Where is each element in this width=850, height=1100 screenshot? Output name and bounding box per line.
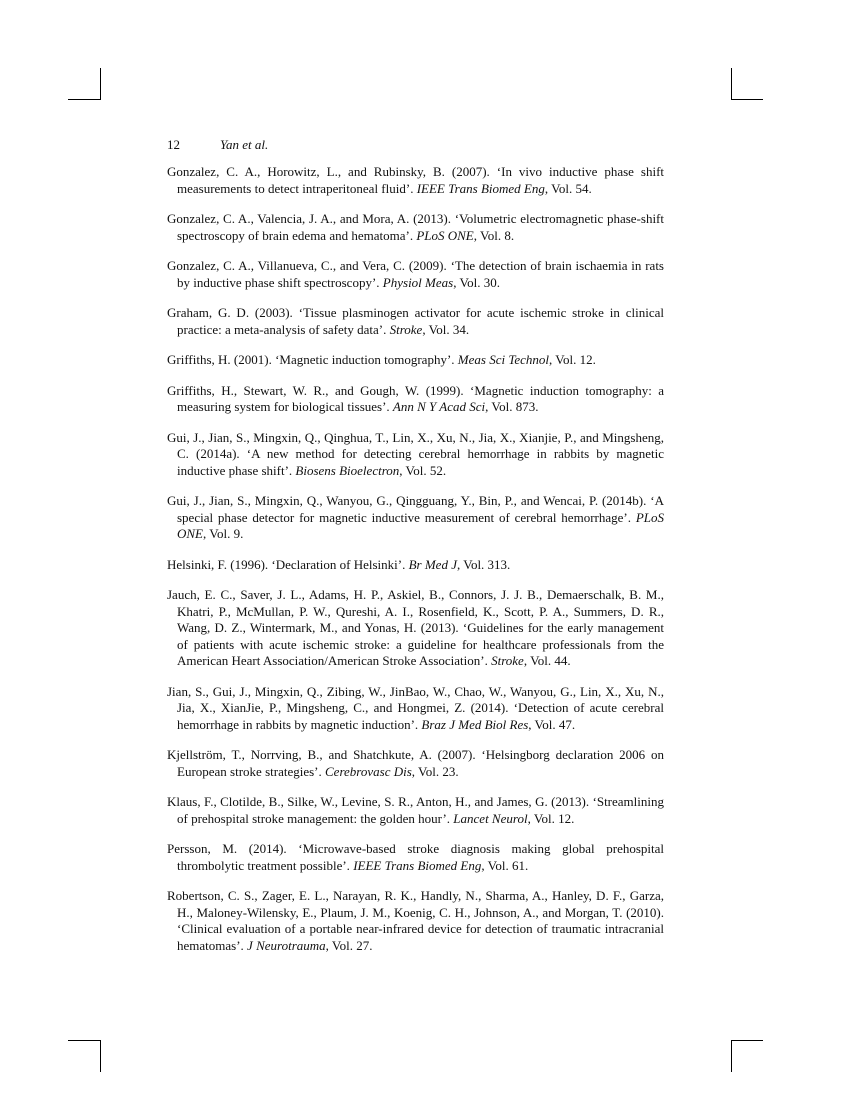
reference-volume: , Vol. 873. [485, 399, 539, 414]
reference-volume: , Vol. 12. [549, 352, 596, 367]
reference-journal: Braz J Med Biol Res [421, 716, 529, 732]
reference-entry [167, 352, 664, 369]
reference-journal: Lancet Neurol [453, 810, 528, 826]
reference-title: ‘Declaration of Helsinki’. [271, 556, 406, 572]
reference-title: ‘Streamlining of prehospital stroke management: the golden hour’. [177, 794, 665, 826]
reference-journal: Ann N Y Acad Sci [392, 399, 486, 414]
reference-authors: Griffiths, H. (2001). [167, 352, 272, 367]
reference-entry [167, 794, 664, 827]
reference-entry [167, 557, 664, 574]
reference-entry [167, 164, 664, 197]
reference-authors: Gonzalez, C. A., Villanueva, C., and Vera, C. (2009). [167, 258, 447, 273]
reference-title: ‘Microwave-based stroke diagnosis making global prehospital thrombolytic treatment possible’. [177, 841, 665, 873]
reference-authors: Gui, J., Jian, S., Mingxin, Q., Qinghua, T., Lin, X., Xu, N., Jia, X., Xianjie, P., and Mingsheng, C. (2014a). [167, 429, 664, 461]
reference-title: ‘In vivo inductive phase shift measurements to detect intraperitoneal fluid’. [177, 164, 665, 196]
reference-title: ‘A special phase detector for magnetic inductive measurement of cerebral hemorrhage’. [177, 493, 665, 525]
reference-volume: , Vol. 30. [453, 274, 501, 290]
reference-authors: Jian, S., Gui, J., Mingxin, Q., Zibing, W., JinBao, W., Chao, W., Wanyou, G., Lin, X., Xu, N., Jia, X., XianJie, P., Mingsheng, C., and Hongmei, Z. (2014). [167, 683, 664, 715]
reference-list [167, 164, 664, 968]
reference-authors: Klaus, F., Clotilde, B., Silke, W., Levine, S. R., Anton, H., and James, G. (2013). [167, 794, 590, 809]
reference-volume: , Vol. 27. [325, 937, 373, 953]
page-header [167, 137, 268, 153]
reference-title: ‘Guidelines for the early management of patients with acute ischemic stroke: a guideline for healthcare professionals from the American Heart Association/American Stroke Association’. [177, 620, 665, 668]
reference-title: ‘Volumetric electromagnetic phase-shift spectroscopy of brain edema and hematoma’. [177, 211, 664, 243]
reference-title: ‘A new method for detecting cerebral hemorrhage in rabbits by magnetic inductive phase shift’. [177, 446, 664, 478]
reference-authors: Graham, G. D. (2003). [167, 305, 293, 320]
reference-authors: Robertson, C. S., Zager, E. L., Narayan, R. K., Handly, N., Sharma, A., Hanley, D. F., Garza, H., Maloney-Wilensky, E., Plaum, J. M., Koenig, C. H., Johnson, A., and Morgan, T. (2010). [167, 888, 664, 920]
reference-entry [167, 258, 664, 291]
reference-volume: , Vol. 44. [523, 653, 571, 668]
reference-volume: , Vol. 61. [481, 857, 529, 873]
crop-mark [731, 1040, 763, 1041]
crop-mark [100, 68, 101, 100]
reference-title: ‘Helsingborg declaration 2006 on European stroke strategies’. [177, 747, 664, 779]
reference-journal: Br Med J [408, 556, 457, 572]
reference-entry [167, 888, 664, 954]
reference-entry [167, 305, 664, 338]
reference-journal: PLoS ONE [177, 509, 664, 541]
reference-entry [167, 211, 664, 244]
reference-volume: , Vol. 23. [411, 763, 459, 779]
reference-authors: Griffiths, H., Stewart, W. R., and Gough, W. (1999). [167, 382, 464, 398]
reference-entry [167, 430, 664, 480]
reference-title: ‘Detection of acute cerebral hemorrhage in rabbits by magnetic induction’. [177, 700, 664, 732]
reference-journal: Meas Sci Technol [457, 352, 550, 367]
reference-title: ‘Tissue plasminogen activator for acute ischemic stroke in clinical practice: a meta-analysis of safety data’. [177, 305, 664, 337]
reference-title: ‘The detection of brain ischaemia in rats by inductive phase shift spectroscopy’. [177, 258, 664, 290]
reference-volume: , Vol. 47. [528, 716, 576, 732]
reference-authors: Gonzalez, C. A., Horowitz, L., and Rubinsky, B. (2007). [167, 164, 490, 179]
reference-authors: Jauch, E. C., Saver, J. L., Adams, H. P., Askiel, B., Connors, J. J. B., Demaerschalk, B. M., Khatri, P., McMullan, P. W., Qureshi, A. I., Rosenfield, K., Scott, P. A., Summers, D. R., Wang, D. Z., Wintermark, M., and Yonas, H. (2013). [167, 587, 664, 635]
reference-volume: , Vol. 52. [399, 462, 447, 478]
reference-volume: , Vol. 313. [456, 556, 511, 572]
reference-volume: , Vol. 54. [544, 180, 592, 196]
page-number: 12 [167, 137, 180, 152]
reference-entry [167, 747, 664, 780]
crop-mark [68, 1040, 100, 1041]
reference-authors: Helsinki, F. (1996). [167, 556, 269, 572]
reference-entry [167, 383, 664, 416]
reference-volume: , Vol. 8. [473, 227, 515, 243]
reference-authors: Gui, J., Jian, S., Mingxin, Q., Wanyou, G., Qingguang, Y., Bin, P., and Wencai, P. (2014b). [167, 493, 647, 508]
reference-entry [167, 841, 664, 874]
reference-journal: Biosens Bioelectron [295, 462, 400, 478]
crop-mark [731, 99, 763, 100]
running-head: Yan et al. [220, 137, 269, 152]
reference-volume: , Vol. 9. [203, 526, 244, 541]
reference-journal: IEEE Trans Biomed Eng [353, 857, 482, 873]
reference-title: ‘Magnetic induction tomography’. [275, 352, 455, 367]
crop-mark [100, 1040, 101, 1072]
reference-authors: Gonzalez, C. A., Valencia, J. A., and Mora, A. (2013). [167, 211, 451, 226]
reference-title: ‘Clinical evaluation of a portable near-infrared device for detection of traumatic intracranial hematomas’. [177, 921, 664, 953]
reference-volume: , Vol. 34. [422, 321, 470, 337]
reference-entry [167, 493, 664, 543]
crop-mark [68, 99, 100, 100]
reference-journal: J Neurotrauma [247, 937, 326, 953]
reference-journal: PLoS ONE [416, 227, 474, 243]
reference-journal: Stroke [491, 653, 524, 668]
reference-title: ‘Magnetic induction tomography: a measuring system for biological tissues’. [177, 382, 665, 414]
reference-journal: Stroke [389, 321, 423, 337]
crop-mark [731, 1040, 732, 1072]
reference-entry [167, 684, 664, 734]
reference-journal: IEEE Trans Biomed Eng [416, 180, 545, 196]
reference-volume: , Vol. 12. [527, 810, 575, 826]
reference-authors: Persson, M. (2014). [167, 841, 287, 856]
reference-entry [167, 587, 664, 670]
reference-authors: Kjellström, T., Norrving, B., and Shatchkute, A. (2007). [167, 747, 476, 762]
crop-mark [731, 68, 732, 100]
reference-journal: Cerebrovasc Dis [325, 763, 412, 779]
reference-journal: Physiol Meas [382, 274, 454, 290]
